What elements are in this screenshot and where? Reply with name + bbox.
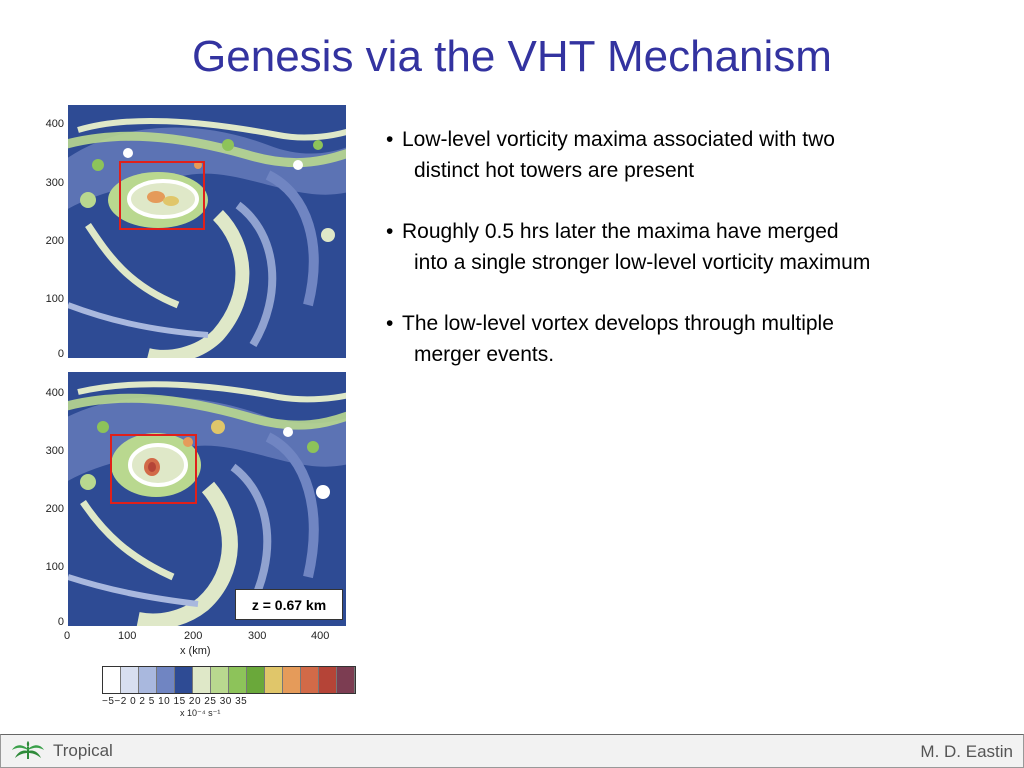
colorbar-swatch-1 bbox=[121, 667, 139, 693]
vorticity-colorbar bbox=[102, 666, 356, 694]
top-ytick-400: 400 bbox=[45, 118, 64, 130]
footer-left bbox=[11, 741, 113, 761]
vorticity-panel-top bbox=[68, 105, 346, 358]
bottom-ytick-100: 100 bbox=[45, 561, 64, 573]
bottom-ytick-400: 400 bbox=[45, 387, 64, 399]
vorticity-panel-bottom bbox=[68, 372, 346, 626]
bullet-item bbox=[386, 216, 996, 278]
bullet-item bbox=[386, 308, 996, 370]
vorticity-figure bbox=[30, 100, 360, 730]
slide-footer bbox=[0, 734, 1024, 768]
bullet-line-1: Low-level vorticity maxima associated with two bbox=[402, 128, 835, 151]
colorbar-swatch-7 bbox=[229, 667, 247, 693]
colorbar-swatch-9 bbox=[265, 667, 283, 693]
top-ytick-0: 0 bbox=[57, 348, 64, 360]
colorbar-swatch-0 bbox=[103, 667, 121, 693]
palm-logo-icon bbox=[11, 741, 45, 761]
footer-author-label: M. D. Eastin bbox=[920, 742, 1013, 761]
xtick-0: 0 bbox=[64, 630, 71, 642]
bottom-ytick-0: 0 bbox=[57, 616, 64, 628]
colorbar-swatch-12 bbox=[319, 667, 337, 693]
colorbar-swatch-6 bbox=[211, 667, 229, 693]
bullet-marker-icon: • bbox=[386, 128, 394, 151]
bullet-list bbox=[386, 124, 996, 400]
xtick-200: 200 bbox=[184, 630, 203, 642]
x-axis-label: x (km) bbox=[180, 645, 211, 657]
footer-course-label: Tropical bbox=[53, 741, 113, 760]
bullet-item bbox=[386, 124, 996, 186]
colorbar-tick-labels: −5−2 0 2 5 10 15 20 25 30 35 bbox=[102, 696, 248, 707]
bullet-line-2: distinct hot towers are present bbox=[414, 159, 695, 182]
colorbar-swatch-11 bbox=[301, 667, 319, 693]
bullet-marker-icon: • bbox=[386, 312, 394, 335]
xtick-300: 300 bbox=[248, 630, 267, 642]
bullet-line-2: into a single stronger low-level vorticity maximum bbox=[414, 251, 871, 274]
colorbar-swatch-5 bbox=[193, 667, 211, 693]
colorbar-swatch-8 bbox=[247, 667, 265, 693]
bullet-line-1: Roughly 0.5 hrs later the maxima have merged bbox=[402, 220, 839, 243]
bullet-marker-icon: • bbox=[386, 220, 394, 243]
xtick-100: 100 bbox=[118, 630, 137, 642]
slide-title: Genesis via the VHT Mechanism bbox=[192, 32, 832, 81]
bottom-ytick-300: 300 bbox=[45, 445, 64, 457]
top-ytick-300: 300 bbox=[45, 177, 64, 189]
top-ytick-100: 100 bbox=[45, 293, 64, 305]
bullet-line-1: The low-level vortex develops through multiple bbox=[402, 312, 834, 335]
xtick-400: 400 bbox=[311, 630, 330, 642]
bottom-ytick-200: 200 bbox=[45, 503, 64, 515]
colorbar-unit-label: x 10⁻⁴ s⁻¹ bbox=[180, 708, 221, 718]
colorbar-swatch-4 bbox=[175, 667, 193, 693]
colorbar-swatch-13 bbox=[337, 667, 355, 693]
height-label-box: z = 0.67 km bbox=[235, 589, 343, 620]
bullet-line-2: merger events. bbox=[414, 343, 555, 366]
colorbar-swatch-3 bbox=[157, 667, 175, 693]
top-ytick-200: 200 bbox=[45, 235, 64, 247]
colorbar-swatch-10 bbox=[283, 667, 301, 693]
colorbar-swatch-2 bbox=[139, 667, 157, 693]
